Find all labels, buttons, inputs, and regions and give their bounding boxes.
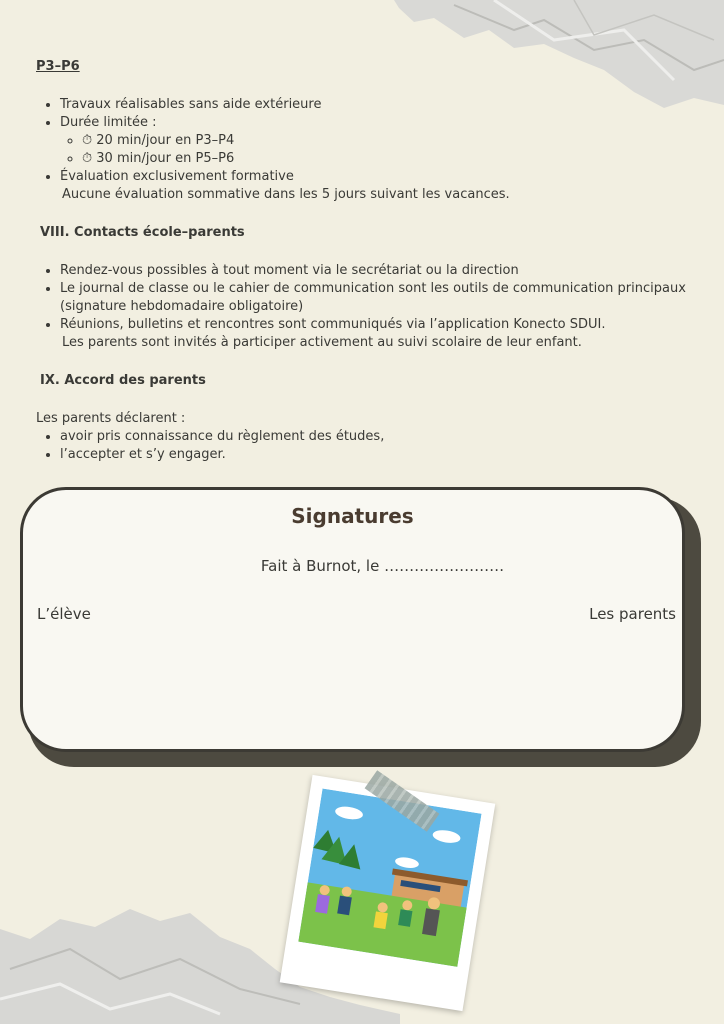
section-lead: Les parents déclarent : [36,411,186,426]
signature-parents-label: Les parents [589,605,676,623]
section-note: Les parents sont invités à participer activement au suivi scolaire de leur enfant. [62,335,582,350]
signature-title: Signatures [291,504,414,528]
section-accord [36,372,696,464]
rules-content [36,58,696,484]
signature-eleve-label: L’élève [37,605,91,623]
section-note: Aucune évaluation sommative dans les 5 jours suivant les vacances. [62,187,510,202]
section-contacts [36,224,696,352]
section-heading: P3–P6 [36,59,80,74]
list-item: • avoir pris connaissance du règlement des études, [60,428,696,446]
list-item: • Réunions, bulletins et rencontres sont communiqués via l’application Konecto SDUI. [60,316,696,334]
sub-list-item: ◦ ⏱ 30 min/jour en P5–P6 [82,150,696,168]
signature-place-date: Fait à Burnot, le …………………… [260,557,505,575]
sub-list-item: ◦ ⏱ 20 min/jour en P3–P4 [82,132,696,150]
section-heading: IX. Accord des parents [40,373,206,388]
list-item: • Rendez-vous possibles à tout moment via le secrétariat ou la direction [60,262,696,280]
list-item [60,114,696,168]
signature-box [20,487,685,752]
section-p3p6 [36,58,696,204]
list-item: • Évaluation exclusivement formative [60,168,696,186]
list-item: • Travaux réalisables sans aide extérieure [60,96,696,114]
school-illustration [298,789,481,967]
list-item: • Le journal de classe ou le cahier de communication sont les outils de communication principaux (signature hebdomadaire obligatoire) [60,280,696,316]
section-heading: VIII. Contacts école–parents [40,225,245,240]
list-item-label: Durée limitée : [60,115,157,130]
list-item: • l’accepter et s’y engager. [60,446,696,464]
polaroid-photo [280,775,496,1011]
